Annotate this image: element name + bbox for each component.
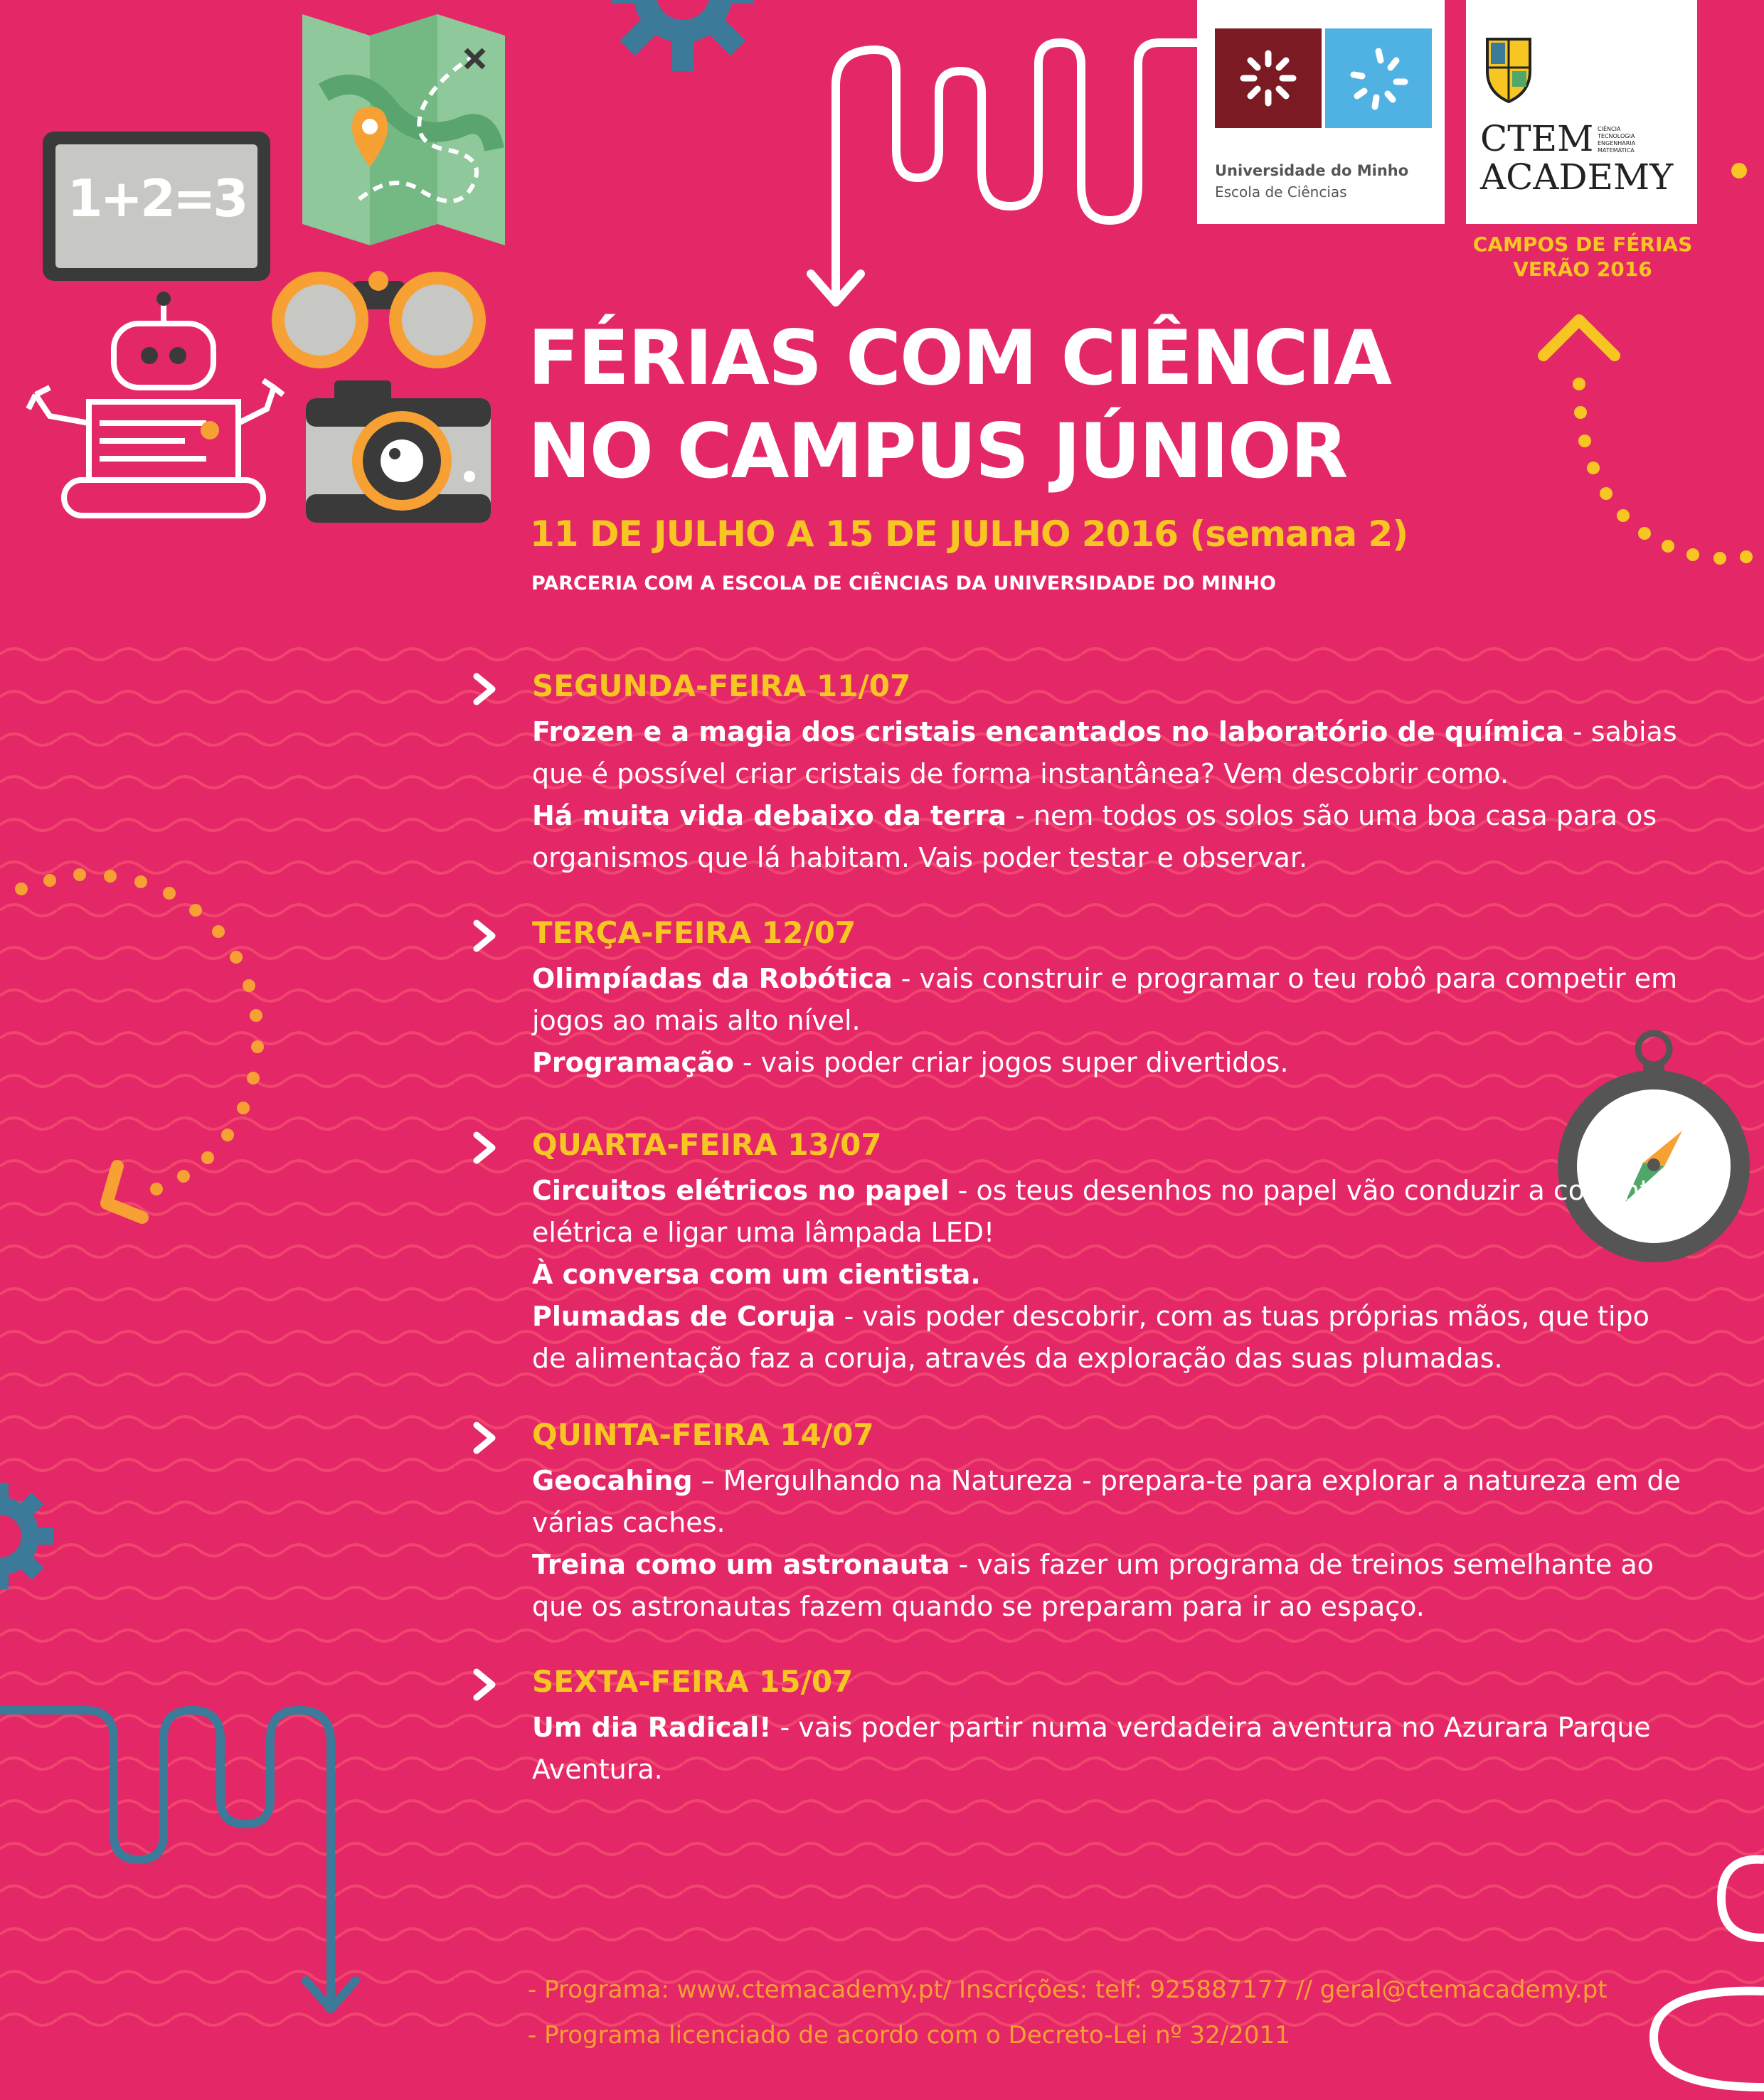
activity-item	[532, 1707, 1684, 1791]
activity-description: - vais fazer um programa de treinos semelhante ao que os astronautas fazem quando se preparam para ir ao espaço.	[532, 1549, 1654, 1622]
loop-decoration	[1615, 1849, 1764, 2100]
activity-description: - nem todos os solos são uma boa casa para os organismos que lá habitam. Vais poder testar e observar.	[532, 800, 1657, 873]
day-heading: SEXTA-FEIRA 15/07	[532, 1664, 854, 1699]
ctem-word: TECNOLOGIA	[1598, 133, 1635, 139]
gear-icon	[601, 0, 765, 71]
uminho-logo	[1197, 0, 1445, 224]
activity-title: Circuitos elétricos no papel	[532, 1175, 950, 1206]
day-heading: SEGUNDA-FEIRA 11/07	[532, 668, 911, 703]
activity-item	[532, 958, 1684, 1042]
day-activities	[532, 711, 1684, 879]
ctem-line2: ACADEMY	[1480, 156, 1674, 198]
arrow-icon	[0, 1693, 398, 2027]
activity-description: - vais poder descobrir, com as tuas próprias mãos, que tipo de alimentação faz a coruja, através da exploração das suas plumadas.	[532, 1301, 1649, 1374]
title-line2: NO CAMPUS JÚNIOR	[528, 407, 1347, 495]
page-title	[528, 311, 1391, 498]
chevron-right-icon	[471, 1422, 499, 1454]
camp-badge-line1: CAMPOS DE FÉRIAS	[1472, 233, 1693, 256]
chalkboard-icon	[43, 132, 270, 281]
activity-title: Olimpíadas da Robótica	[532, 963, 893, 994]
arrow-icon	[790, 28, 1216, 327]
activity-item	[532, 795, 1684, 879]
activity-item	[532, 1254, 1684, 1296]
ctem-word: MATEMÁTICA	[1598, 147, 1635, 154]
day-heading: TERÇA-FEIRA 12/07	[532, 915, 856, 950]
day-heading: QUARTA-FEIRA 13/07	[532, 1127, 882, 1162]
activity-title: Plumadas de Coruja	[532, 1301, 836, 1332]
activity-item	[532, 1460, 1684, 1544]
activity-description: - vais poder criar jogos super divertidos.	[733, 1047, 1289, 1078]
camera-icon	[306, 377, 491, 523]
uminho-school: Escola de Ciências	[1215, 183, 1347, 201]
ctem-word: CIÊNCIA	[1598, 126, 1621, 132]
day-activities	[532, 1170, 1684, 1380]
activity-item	[532, 1042, 1684, 1084]
day-activities	[532, 958, 1684, 1084]
uminho-logo-mark	[1215, 28, 1322, 128]
chevron-right-icon	[471, 920, 499, 952]
event-dates: 11 DE JULHO A 15 DE JULHO 2016 (semana 2)	[530, 513, 1408, 555]
day-heading: QUINTA-FEIRA 14/07	[532, 1417, 874, 1452]
title-line1: FÉRIAS COM CIÊNCIA	[528, 314, 1391, 402]
footer-contacts: - Programa: www.ctemacademy.pt/ Inscrições: telf: 925887177 // geral@ctemacademy.pt	[528, 1976, 1608, 2004]
activity-title: Frozen e a magia dos cristais encantados no laboratório de química	[532, 716, 1564, 747]
day-activities	[532, 1707, 1684, 1791]
day-activities	[532, 1460, 1684, 1628]
activity-title: Há muita vida debaixo da terra	[532, 800, 1007, 831]
chevron-right-icon	[471, 673, 499, 705]
activity-description: - sabias que é possível criar cristais de forma instantânea? Vem descobrir como.	[532, 716, 1677, 789]
robot-icon	[21, 281, 285, 523]
activity-item	[532, 711, 1684, 795]
activity-title: À conversa com um cientista.	[532, 1259, 981, 1290]
footer-license: - Programa licenciado de acordo com o Decreto-Lei nº 32/2011	[528, 2021, 1290, 2050]
ctem-word: ENGENHARIA	[1598, 140, 1636, 146]
ctem-crest-icon	[1484, 32, 1534, 103]
uminho-name: Universidade do Minho	[1215, 162, 1409, 179]
activity-title: Geocahing	[532, 1465, 693, 1496]
activity-description: - vais poder partir numa verdadeira aventura no Azurara Parque Aventura.	[532, 1712, 1651, 1785]
uminho-logo-mark	[1325, 28, 1432, 128]
camp-badge-line2: VERÃO 2016	[1513, 257, 1652, 281]
activity-item	[532, 1296, 1684, 1380]
activity-title: Treina como um astronauta	[532, 1549, 950, 1580]
activity-description: - os teus desenhos no papel vão conduzir a corrente elétrica e ligar uma lâmpada LED!	[532, 1175, 1667, 1248]
binoculars-icon	[267, 267, 491, 370]
activity-description: – Mergulhando na Natureza - prepara-te para explorar a natureza em de várias caches.	[532, 1465, 1681, 1538]
activity-title: Um dia Radical!	[532, 1712, 772, 1743]
chevron-right-icon	[471, 1131, 499, 1164]
chevron-right-icon	[471, 1668, 499, 1701]
chalkboard-text: 1+2=3	[67, 169, 246, 228]
gear-icon	[0, 1479, 57, 1593]
activity-item	[532, 1170, 1684, 1254]
activity-item	[532, 1544, 1684, 1628]
arrow-icon	[1522, 142, 1764, 583]
ctem-line1: CTEM	[1480, 118, 1594, 159]
activity-description: - vais construir e programar o teu robô para competir em jogos ao mais alto nível.	[532, 963, 1678, 1036]
map-icon	[302, 7, 505, 245]
activity-title: Programação	[532, 1047, 734, 1078]
arrow-icon	[0, 853, 299, 1266]
partnership-text: PARCERIA COM A ESCOLA DE CIÊNCIAS DA UNIVERSIDADE DO MINHO	[531, 572, 1276, 595]
